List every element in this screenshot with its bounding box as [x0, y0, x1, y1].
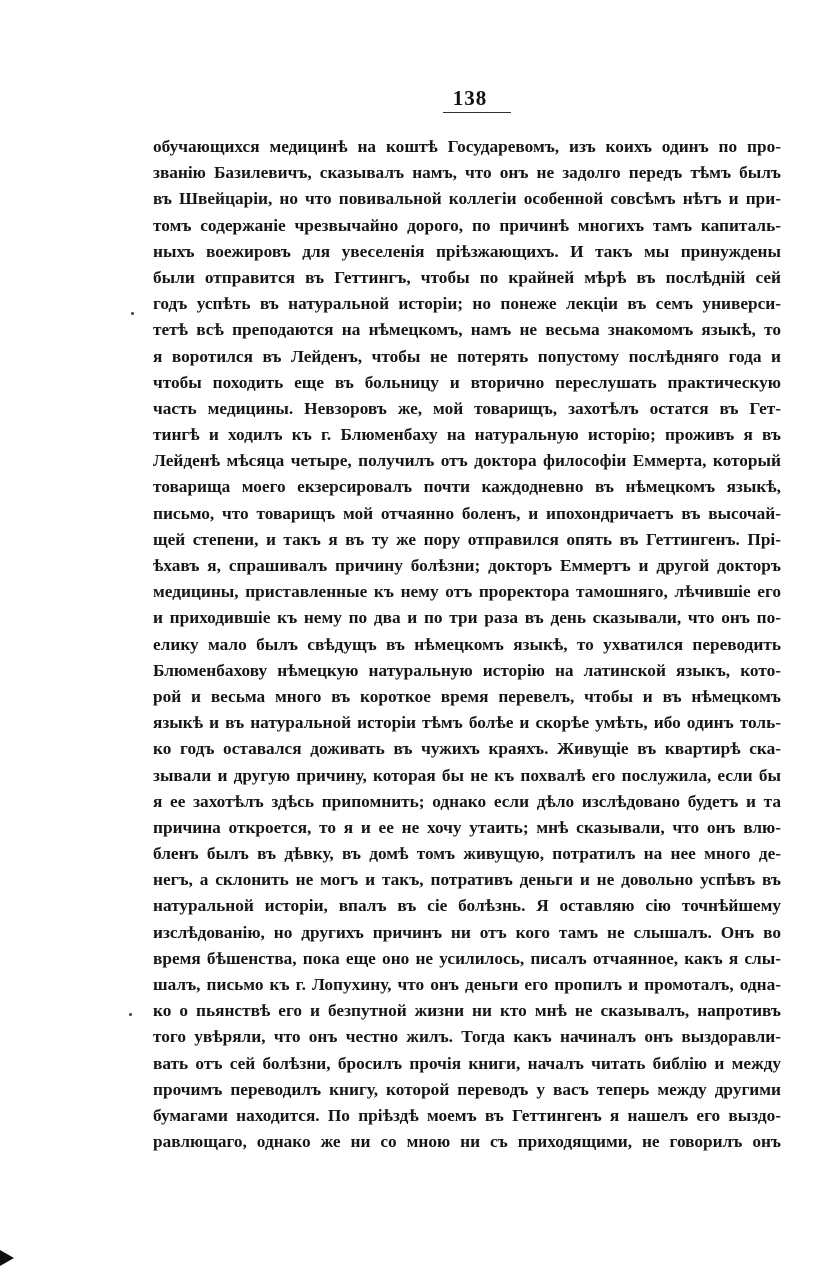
text-line: часть медицины. Невзоровъ же, мой товарищъ, захотѣлъ остатся въ Гет-: [153, 398, 781, 418]
text-line: рой и весьма много въ короткое время перевелъ, чтобы и въ нѣмецкомъ: [153, 686, 781, 706]
text-line: письмо, что товарищъ мой отчаянно боленъ, и ипохондричаетъ въ высочай-: [153, 503, 781, 523]
page-number: 138: [452, 86, 488, 110]
scan-speck: [129, 1013, 132, 1016]
text-line: зывали и другую причину, которая бы не къ похвалѣ его послужила, если бы: [153, 765, 781, 785]
text-line: равлющаго, однако же ни со мною ни съ приходящими, не говорилъ онъ: [153, 1132, 781, 1152]
text-line: вать отъ сей болѣзни, бросилъ прочія книги, началъ читать библію и между: [153, 1053, 781, 1073]
body-text: [153, 134, 781, 1155]
text-line: ко годъ оставался доживать въ чужихъ краяхъ. Живущіе въ квартирѣ ска-: [153, 739, 781, 759]
text-line: чтобы походить еще въ больницу и вторично переслушать практическую: [153, 372, 781, 392]
text-line: время бѣшенства, пока еще оно не усилилось, писалъ отчаянное, какъ я слы-: [153, 948, 781, 968]
text-line: званію Базилевичъ, сказывалъ намъ, что онъ не задолго передъ тѣмъ былъ: [153, 163, 781, 183]
text-line: ко о пьянствѣ его и безпутной жизни ни кто мнѣ не сказывалъ, напротивъ: [153, 1001, 781, 1021]
text-line: елику мало былъ свѣдущъ въ нѣмецкомъ языкѣ, то ухватился переводить: [153, 634, 781, 654]
text-line: томъ содержаніе чрезвычайно дорого, по причинѣ многихъ тамъ капиталь-: [153, 215, 781, 235]
text-line: въ Швейцаріи, но что повивальной коллегіи особенной совсѣмъ нѣтъ и при-: [153, 189, 781, 209]
page-number-rule: [443, 112, 511, 113]
text-line: Блюменбахову нѣмецкую натуральную исторію на латинской языкъ, кото-: [153, 660, 781, 680]
scan-edge-mark: [0, 1250, 14, 1266]
text-line: того увѣряли, что онъ честно жилъ. Тогда какъ начиналъ онъ выздоравли-: [153, 1027, 781, 1047]
text-line: я ее захотѣлъ здѣсь припомнить; однако если дѣло изслѣдовано будетъ и та: [153, 791, 781, 811]
text-line: ныхъ воежировъ для увеселенія пріѣзжающихъ. И такъ мы принуждены: [153, 241, 781, 261]
text-line: щей степени, и такъ я въ ту же пору отправился опять въ Геттингенъ. Прі-: [153, 529, 781, 549]
text-line: были отправится въ Геттингъ, чтобы по крайней мѣрѣ въ послѣдній сей: [153, 267, 781, 287]
text-line: ѣхавъ я, спрашивалъ причину болѣзни; докторъ Еммертъ и другой докторъ: [153, 556, 781, 575]
text-line: обучающихся медицинѣ на коштѣ Государевомъ, изъ коихъ одинъ по про-: [153, 137, 781, 156]
text-line: натуральной исторіи, впалъ въ сіе болѣзнь. Я оставляю сію точнѣйшему: [153, 896, 781, 916]
text-line: товарища моего екзерсировалъ почти каждодневно въ нѣмецкомъ языкѣ,: [153, 477, 781, 497]
text-line: бленъ былъ въ дѣвку, въ домѣ томъ живущую, потратилъ на нее много де-: [153, 844, 781, 864]
text-line: причина откроется, то я и ее не хочу утаить; мнѣ сказывали, что онъ влю-: [153, 817, 781, 837]
text-line: тингѣ и ходилъ къ г. Блюменбаху на натуральную исторію; проживъ я въ: [153, 425, 781, 445]
text-line: медицины, приставленные къ нему отъ проректора тамошняго, лѣчившіе его: [153, 582, 781, 602]
text-line: я воротился въ Лейденъ, чтобы не потерять попустому послѣдняго года и: [153, 346, 781, 366]
text-line: изслѣдованію, но другихъ причинъ ни отъ кого тамъ не слышалъ. Онъ во: [153, 922, 781, 942]
text-line: прочимъ переводилъ книгу, которой переводъ у васъ теперь между другими: [153, 1079, 781, 1099]
scan-speck: [131, 312, 134, 315]
text-line: и приходившіе къ нему по два и по три раза въ день сказывали, что онъ по-: [153, 608, 781, 628]
text-line: языкѣ и въ натуральной исторіи тѣмъ болѣе и скорѣе умѣть, ибо одинъ толь-: [153, 713, 781, 733]
text-line: негъ, а склонить не могъ и такъ, потративъ деньги и не довольно успѣвъ въ: [153, 870, 781, 890]
text-line: бумагами находится. По пріѣздѣ моемъ въ Геттингенъ я нашелъ его выздо-: [153, 1105, 781, 1125]
text-line: годъ успѣть въ натуральной исторіи; но понеже лекціи въ семъ универси-: [153, 294, 781, 314]
text-line: тетѣ всѣ преподаются на нѣмецкомъ, намъ не весьма знакомомъ языкѣ, то: [153, 320, 781, 340]
text-line: шалъ, письмо къ г. Лопухину, что онъ деньги его пропилъ и промоталъ, одна-: [153, 975, 781, 994]
text-line: Лейденѣ мѣсяца четыре, получилъ отъ доктора философіи Еммерта, который: [153, 451, 781, 471]
